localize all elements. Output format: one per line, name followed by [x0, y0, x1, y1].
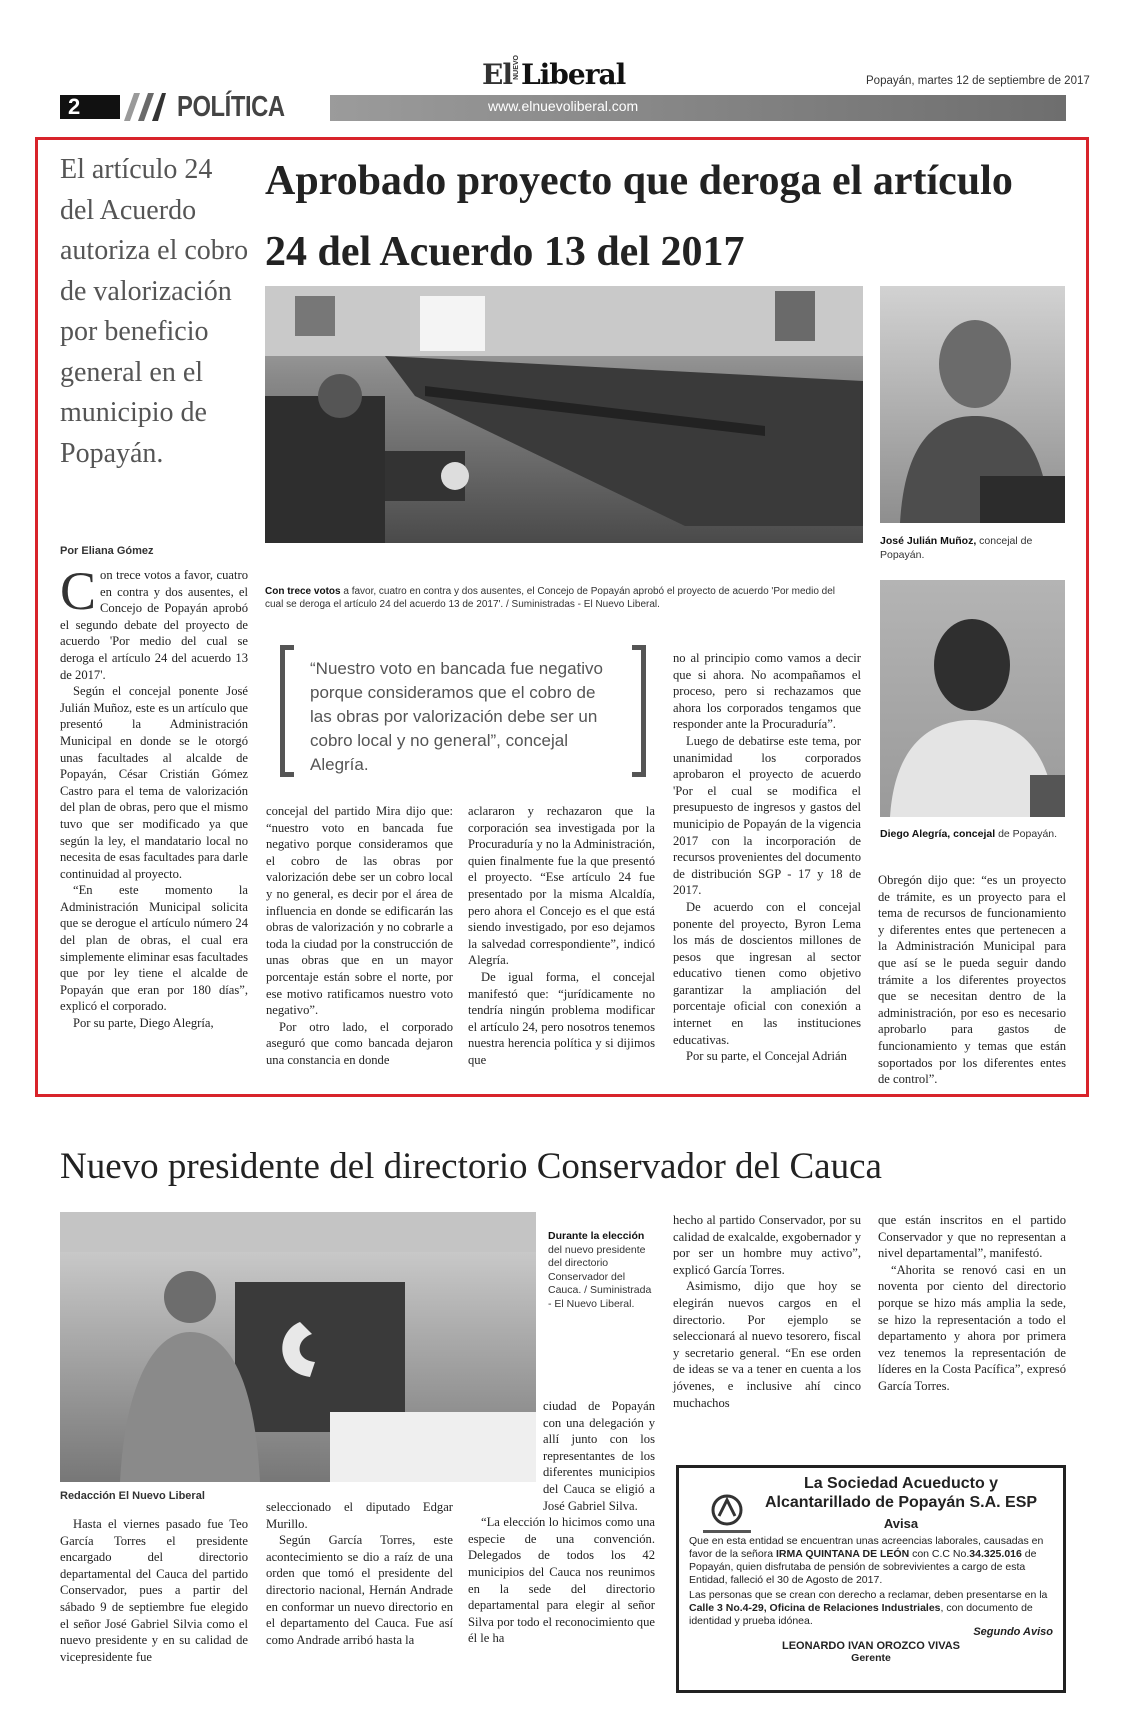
conservative-directory-photo: [60, 1212, 536, 1482]
ad-body-text: Que en esta entidad se encuentran unas acreencias laborales, causadas en favor de la señora: [689, 1535, 1044, 1560]
article-sidebar-summary: El artículo 24 del Acuerdo autoriza el cobro de valorización por beneficio general en el municipio de Popayán.: [60, 154, 249, 469]
paragraph: De acuerdo con el concejal ponente del proyecto, Byron Lema los más de doscientos millones de pesos que ingresan al sector educativo tienen como objetivo garantizar la ampliación del porcentaje oficial con conexión a internet en las instituciones educativas.: [673, 899, 861, 1047]
ad-signer: LEONARDO IVAN OROZCO VIVAS: [781, 1640, 961, 1652]
paragraph: que están inscritos en el partido Conservador y que no representan a nivel departamental”, manifestó.: [878, 1213, 1066, 1261]
paragraph: Según el concejal ponente José Julián Muñoz, este es un artículo que presentó la Administración Municipal en donde se le otorgó unas facultades al alcalde de Popayán, César Cristián Gómez Castro para el tema de valorización del plan de obras, pero que el mismo tuvo que ser modificado ya que según la ley, el mandatario local no necesita de esas facultades para darle continuidad al proyecto.: [60, 684, 248, 881]
article-headline: Aprobado proyecto que deroga el artículo 24 del Acuerdo 13 del 2017: [265, 158, 1013, 275]
portrait-diego-alegria: [880, 580, 1065, 817]
portrait2-caption-bold: Diego Alegría, concejal: [880, 828, 996, 840]
logo-el: El: [482, 57, 512, 91]
paragraph: Luego de debatirse este tema, por unanimidad los corporados aprobaron el proyecto de acuerdo 'Por el cual se modifica el presupuesto de ingresos y gastos del municipio de Popayán de la vigencia 2017 con la incorporación de recursos provenientes del documento de distribución SGP - 17 y 18 de 2017.: [673, 733, 861, 898]
site-url[interactable]: www.elnuevoliberal.com: [488, 98, 639, 114]
section-title: POLÍTICA: [177, 91, 285, 123]
drop-cap: C: [60, 561, 97, 621]
ad-person-name: IRMA QUINTANA DE LEÓN: [775, 1548, 910, 1560]
quote-bracket-right: [632, 645, 646, 777]
portrait1-caption: [880, 535, 1065, 562]
article1-column-1: [60, 561, 248, 1032]
paragraph: “Ahorita se renovó casi en un noventa por ciento del directorio porque se hizo más amplia la sede, se hizo la representación a todo el departamento y ahora por primera vez tenemos la representación de líderes en la Costa Pacífica”, expresó García Torres.: [878, 1262, 1066, 1393]
paragraph: Por su parte, Diego Alegría,: [73, 1016, 214, 1031]
paragraph: Obregón dijo que: “es un proyecto de trámite, es un proyecto para el tema de recursos de funcionamiento y diferentes entes que pertenecen a la Administración Municipal para que así se le pueda seguir dando trámite a los diferentes proyectos que se necesitan dentro de la administración, por eso es necesario aprobarlo para gastos de funcionamiento y temas que están soportados por los diferentes entes de control”.: [878, 873, 1066, 1087]
portrait-jose-julian-munoz: [880, 286, 1065, 523]
paragraph: Por otro lado, el corporado aseguró que como bancada dejaron una constancia en donde: [266, 1019, 453, 1067]
paragraph: “En este momento la Administración Municipal solicita que se derogue el artículo número 24 del plan de obras, el cual era simplemente eliminar esas facultades que por ley tiene el alcalde de Popayán que eran por 180 días”, explicó el corporado.: [60, 883, 248, 1014]
ad-body-2: [689, 1589, 1053, 1628]
ad-notice-label: Segundo Aviso: [973, 1626, 1053, 1638]
article2-column-1: [60, 1516, 248, 1665]
header-bar-right: [330, 95, 1066, 121]
portrait2-drawing: [880, 580, 1065, 817]
article2-column-2: [266, 1499, 453, 1648]
paragraph: Hasta el viernes pasado fue Teo García Torres el presidente encargado del directorio departamental del Cauca del partido Conservador, pues a partir del sábado 9 de septiembre fue elegido el señor José Gabriel Silvia como el nuevo presidente y en su calidad de vicepresidente fue: [60, 1517, 248, 1664]
paragraph: [60, 561, 248, 683]
paragraph: hecho al partido Conservador, por su calidad de exalcalde, exgobernador y por ser un hombre muy activo”, explicó García Torres.: [673, 1213, 861, 1277]
acueducto-logo-icon: [699, 1488, 755, 1544]
logo-nuevo: NUEVO: [512, 55, 520, 80]
council-photo-caption: [265, 585, 855, 611]
page-header: [0, 55, 1125, 125]
article1-column-2: [266, 803, 453, 1069]
portrait2-caption: [880, 828, 1065, 842]
ad-signer-role: Gerente: [851, 1652, 891, 1664]
ad-body-text: de Popayán, quien disfrutaba de pensión de sobrevivientes a cargo de esta Entidad, falleció el 30 de Agosto de 2017.: [689, 1548, 1037, 1586]
ad-address: Calle 3 No.4-29, Oficina de Relaciones Industriales: [689, 1602, 941, 1614]
portrait1-caption-bold: José Julián Muñoz,: [880, 535, 977, 547]
article-byline: Por Eliana Gómez: [60, 545, 154, 557]
article2-caption-text: del nuevo presidente del directorio Conservador del Cauca. / Suministrada - El Nuevo Liberal.: [548, 1243, 652, 1310]
article2-column-4: [673, 1212, 861, 1411]
pull-quote: [280, 645, 646, 777]
council-photo-drawing: [265, 286, 863, 543]
article2-column-3: [468, 1398, 655, 1647]
paragraph: Según García Torres, este acontecimiento se dio a raíz de una orden que tomó el presidente del directorio nacional, Hernán Andrade en conformar un nuevo directorio en el departamento del Cauca. Fue así como Andrade arribó hasta la: [266, 1533, 453, 1647]
portrait1-drawing: [880, 286, 1065, 523]
paragraph: Por su parte, el Concejal Adrián: [686, 1049, 847, 1064]
page-number: 2: [68, 94, 81, 119]
ad-id-number: 34.325.016: [969, 1548, 1022, 1560]
ad-body-text: Las personas que se crean con derecho a reclamar, deben presentarse en la: [689, 1589, 1048, 1601]
article1-column-3: [468, 803, 655, 1069]
paragraph: seleccionado el diputado Edgar Murillo.: [266, 1500, 453, 1531]
quote-bracket-left: [280, 645, 294, 777]
logo-liberal: Liberal: [520, 57, 626, 91]
paragraph: concejal del partido Mira dijo que: “nuestro voto en bancada fue negativo porque consideramos que el cobro de las obras por valorización debe ser un cobro local y no general, es decir por el área de influencia en donde se edificarán las obras de valorización y no cobrarle a toda la ciudad por la construcción de unas obras que en un mayor porcentaje están sobre el norte, por ese motivo ratificamos nuestro voto negativo”.: [266, 804, 453, 1018]
section-slash-icon: [118, 91, 166, 123]
ad-body-text: con C.C No.: [909, 1548, 970, 1560]
paragraph: “La elección lo hicimos como una especie de una convención. Delegados de todos los 42 municipios del Cauca nos reunimos en la sede del directorio departamental para elegir al señor Silva por todo el reconocimiento que él le ha: [468, 1515, 655, 1646]
paragraph: aclararon y rechazaron que la corporación sea investigada por la Procuraduría y no la Administración, quien finalmente fue la que presentó el proyecto. “Ese artículo 24 fue presentado por la misma Alcaldía, pero ahora el Concejo es el que está siendo investigado, por eso dejamos la salvedad correspondiente”, indicó Alegría.: [468, 804, 655, 968]
paragraph: Asimismo, dijo que hoy se elegirán nuevos cargos en el directorio. Por ejemplo se seleccionará al nuevo tesorero, fiscal y secretario general. “En ese orden de ideas se va a tener en cuenta a los jóvenes, e inclusive ahí cinco muchachos: [673, 1279, 861, 1410]
dateline: Popayán, martes 12 de septiembre de 2017: [866, 75, 1090, 87]
paragraph: De igual forma, el concejal manifestó que: “jurídicamente no tendría ningún problema modificar el artículo 24, pero nosotros tenemos nuestra herencia política y si dijimos que: [468, 969, 655, 1067]
article1-column-4: [673, 650, 861, 1065]
paragraph-text: on trece votos a favor, cuatro en contra y dos ausentes, el Concejo de Popayán aprobó el segundo debate del proyecto de acuerdo 'Por medio del cual se deroga el artículo 24 del acuerdo 13 de 2017'.: [60, 568, 248, 682]
quote-text: “Nuestro voto en bancada fue negativo porque consideramos que el cobro de las obras por valorización debe ser un cobro local y no general”, concejal Alegría.: [310, 659, 603, 774]
paragraph: ciudad de Popayán con una delegación y allí junto con los representantes de los diferentes municipios del Cauca se eligió a José Gabriel Silva.: [543, 1399, 655, 1513]
article2-headline: Nuevo presidente del directorio Conservador del Cauca: [60, 1146, 882, 1187]
ad-body-text: , con documento de identidad y prueba idónea.: [689, 1602, 1033, 1627]
article2-byline: Redacción El Nuevo Liberal: [60, 1490, 205, 1502]
article2-photo-caption: [548, 1230, 656, 1311]
ad-subtitle: Avisa: [883, 1516, 919, 1531]
legal-notice-ad: [676, 1465, 1066, 1693]
portrait1-caption-text: concejal de Popayán.: [880, 535, 1033, 561]
ad-title-line2: Alcantarillado de Popayán S.A. ESP: [764, 1494, 1038, 1511]
paragraph: no al principio como vamos a decir que si ahora. No acompañamos el proceso, pero si rechazamos que ahora los corporados tengamos que responder ante la Procuraduría”.: [673, 651, 861, 732]
caption-text: a favor, cuatro en contra y dos ausentes, el Concejo de Popayán aprobó el proyecto de acuerdo 'Por medio del cual se deroga el artículo 24 del acuerdo 13 de 2017'. / Suministradas - El Nuevo Liberal.: [265, 586, 836, 610]
article1-column-5: [878, 872, 1066, 1088]
article2-column-5: [878, 1212, 1066, 1395]
masthead-logo: [482, 55, 625, 89]
conservative-photo-drawing: [60, 1212, 536, 1482]
council-session-photo: [265, 286, 863, 543]
article2-caption-bold: Durante la elección: [548, 1230, 645, 1242]
portrait2-caption-text: de Popayán.: [995, 828, 1058, 840]
ad-title-line1: La Sociedad Acueducto y: [803, 1475, 999, 1492]
caption-bold: Con trece votos: [265, 586, 341, 597]
